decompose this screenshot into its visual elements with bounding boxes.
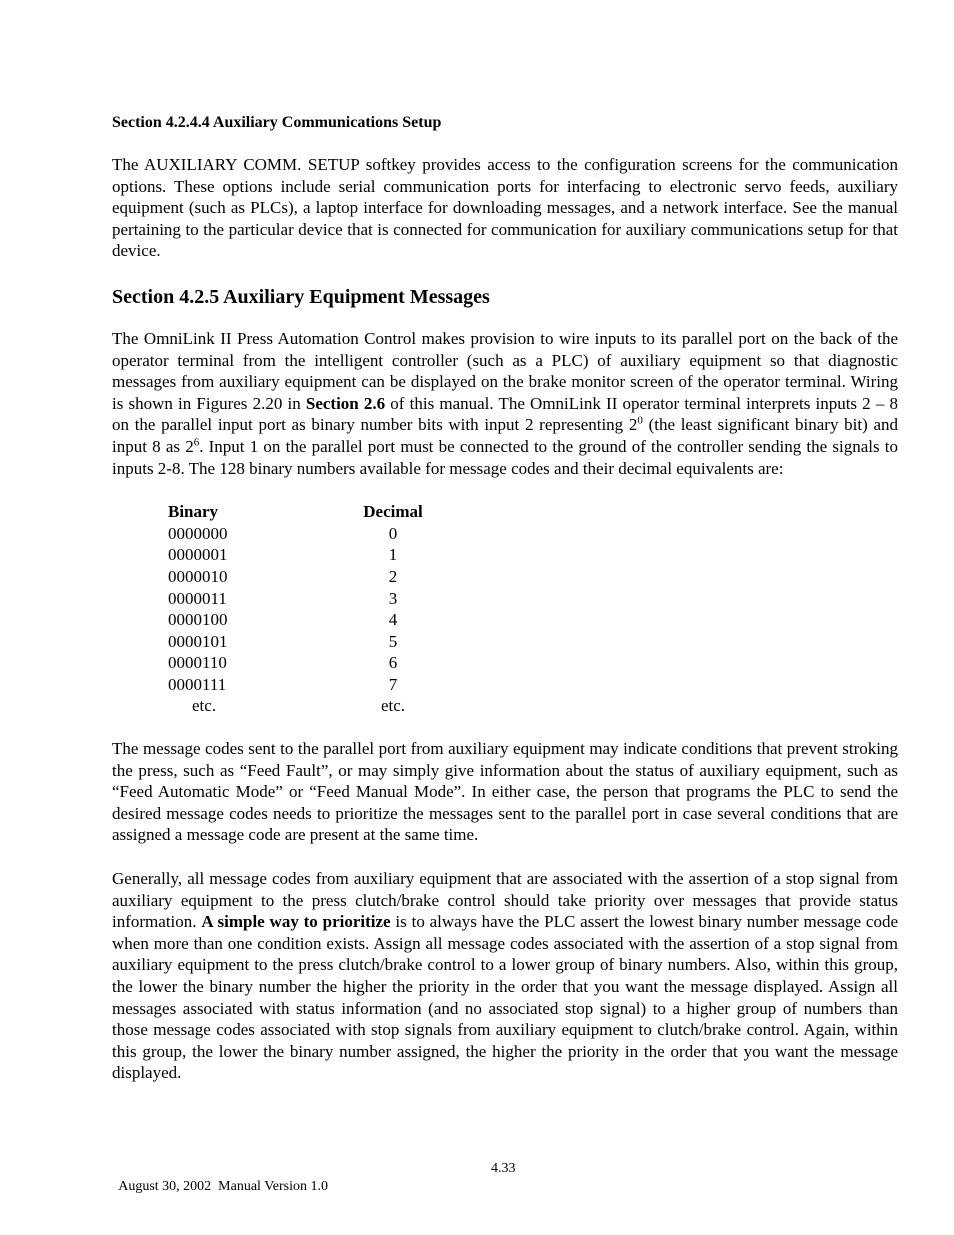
decimal-cell: 6 [388, 653, 398, 673]
section-4244-paragraph: The AUXILIARY COMM. SETUP softkey provides access to the configuration screens for the communication options. These options include serial communication ports for interfacing to electronic servo feeds, auxiliary equipment (such as PLCs), a laptop interface for downloading messages, and a network interface. See the manual pertaining to the particular device that is connected for communication for auxiliary communications setup for that device. [112, 155, 898, 261]
binary-etc-cell: etc. [192, 696, 217, 716]
decimal-etc-cell: etc. [380, 696, 406, 716]
binary-decimal-table [168, 501, 426, 717]
decimal-cell: 5 [388, 631, 398, 651]
header-decimal: Decimal [363, 502, 423, 522]
header-binary: Binary [168, 502, 219, 522]
table-row [168, 609, 426, 631]
decimal-cell: 2 [388, 566, 398, 586]
binary-cell: 0000101 [168, 631, 228, 651]
document-page [112, 112, 898, 1106]
binary-cell: 0000001 [168, 545, 228, 565]
binary-decimal-table-wrap [168, 501, 898, 717]
table-row [168, 523, 426, 545]
decimal-cell: 4 [388, 610, 398, 630]
decimal-cell: 1 [388, 545, 398, 565]
para1-text-3: (the least significant binary bit) and input 8 as 2 [112, 415, 898, 456]
decimal-cell: 0 [388, 523, 398, 543]
para3-bold-phrase: A simple way to prioritize [201, 912, 391, 932]
binary-cell: 0000110 [168, 653, 227, 673]
section-425-heading: Section 4.2.5 Auxiliary Equipment Messages [112, 285, 490, 308]
decimal-cell: 7 [388, 674, 398, 694]
table-row [168, 631, 426, 653]
exponent-0: 0 [637, 414, 643, 427]
para3-text-2: is to always have the PLC assert the lowest binary number message code when more than one condition exists. Assign all message codes associated with the assertion of a stop signal from auxiliary equipment to the press clutch/brake control to a lower group of binary numbers. Also, within this group, the lower the binary number the higher the priority in the order that you want the message displayed. Assign all messages associated with status information (and no associated stop signal) to a higher group of numbers than those message codes associated with stop signals from auxiliary equipment to clutch/brake control. Again, within this group, the lower the binary number assigned, the higher the priority in the order that you want the message displayed. [112, 912, 899, 1083]
table-row-etc [168, 695, 426, 717]
decimal-cell: 3 [388, 588, 398, 608]
para1-text-1: The OmniLink II Press Automation Control makes provision to wire inputs to its parallel port on the back of the operator terminal from the intelligent controller (such as a PLC) of auxiliary equipment so that diagnostic messages from auxiliary equipment can be displayed on the brake monitor screen of the operator terminal. Wiring is shown in Figures 2.20 in [112, 328, 898, 413]
binary-cell: 0000011 [168, 588, 227, 608]
table-row [168, 566, 426, 588]
binary-cell: 0000100 [168, 610, 228, 630]
section-2-6-reference: Section 2.6 [305, 393, 386, 413]
footer-date-version: August 30, 2002 Manual Version 1.0 [118, 1179, 328, 1194]
binary-cell: 0000000 [168, 523, 228, 543]
page-footer [112, 1160, 516, 1214]
footer-page-number: 4.33 [491, 1161, 516, 1176]
para1-text-2: of this manual. The OmniLink II operator terminal interprets inputs 2 – 8 on the parallel input port as binary number bits with input 2 representing 2 [112, 393, 898, 435]
table-row [168, 544, 426, 566]
section-425-paragraph-2: The message codes sent to the parallel port from auxiliary equipment may indicate conditions that prevent stroking the press, such as “Feed Fault”, or may simply give information about the status of auxiliary equipment, such as “Feed Automatic Mode” or “Feed Manual Mode”. In either case, the person that programs the PLC to send the desired message codes needs to prioritize the messages sent to the parallel port in case several conditions that are assigned a message code are present at the same time. [112, 739, 898, 845]
binary-cell: 0000010 [168, 566, 228, 586]
section-425-paragraph-1 [112, 328, 898, 479]
table-header-row [168, 501, 426, 523]
section-4244-heading: Section 4.2.4.4 Auxiliary Communications Setup [112, 114, 442, 131]
exponent-6: 6 [193, 436, 200, 449]
binary-cell: 0000111 [168, 674, 227, 694]
table-row [168, 652, 426, 674]
table-row [168, 588, 426, 610]
para3-text-1: Generally, all message codes from auxiliary equipment that are associated with the assertion of a stop signal from auxiliary equipment to the press clutch/brake control should take priority over messages that provide status information. [112, 869, 898, 932]
para1-text-4: . Input 1 on the parallel port must be connected to the ground of the controller sending the signals to inputs 2-8. The 128 binary numbers available for message codes and their decimal equivalents are: [112, 436, 898, 478]
table-row [168, 674, 426, 696]
section-425-paragraph-3 [112, 868, 898, 1084]
